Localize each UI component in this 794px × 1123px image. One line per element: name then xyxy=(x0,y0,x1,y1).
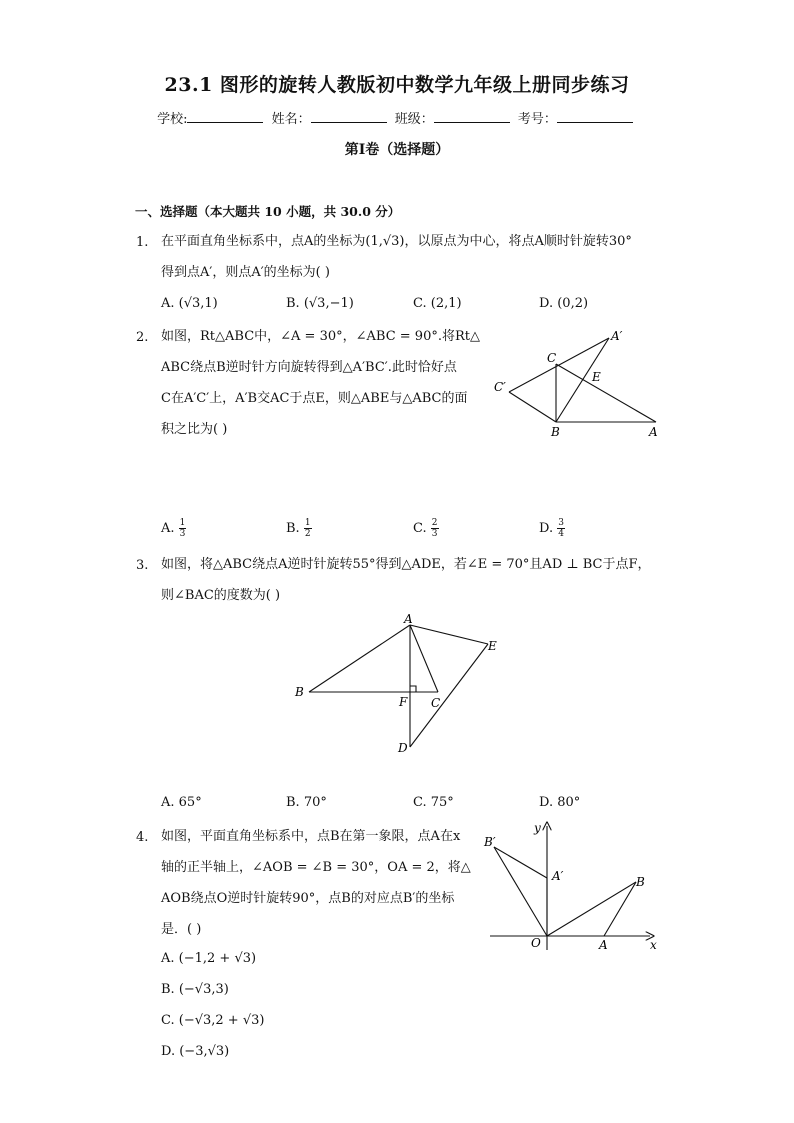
question-3-option-c: C. 75° xyxy=(413,795,454,810)
q4-label-o: O xyxy=(531,936,541,950)
q3-label-a: A xyxy=(404,612,413,626)
question-4-option-d: D. (−3,√3) xyxy=(161,1044,230,1059)
question-4-number: 4. xyxy=(136,830,149,845)
question-3-line-1: 如图，将△ABC绕点A逆时针旋转55°得到△ADE，若∠E = 70°且AD ⊥ BC于点F， xyxy=(161,557,651,572)
question-4-option-c: C. (−√3,2 + √3) xyxy=(161,1013,265,1028)
q4-label-x: x xyxy=(650,938,657,952)
q3-label-b: B xyxy=(295,685,304,699)
name-blank xyxy=(311,110,387,123)
question-4-option-b: B. (−√3,3) xyxy=(161,982,229,997)
q2-label-a-prime: A′ xyxy=(611,329,623,343)
question-2-option-d: D. $\frac{3}{4}$ xyxy=(539,518,564,539)
q2-label-c-prime: C′ xyxy=(494,380,506,394)
q2-label-a: A xyxy=(649,425,658,439)
question-2-option-d-fraction: $\frac{3}{4}$ xyxy=(558,518,564,539)
question-3-number: 3. xyxy=(136,558,149,573)
question-4-line-3: AOB绕点O逆时针旋转90°，点B的对应点B′的坐标 xyxy=(161,891,455,906)
page-title: 23.1 图形的旋转人教版初中数学九年级上册同步练习 xyxy=(164,74,630,96)
question-4-line-2: 轴的正半轴上，∠AOB = ∠B = 30°，OA = 2，将△ xyxy=(161,860,471,875)
question-4-option-a: A. (−1,2 + √3) xyxy=(161,951,257,966)
question-2-option-a-fraction: $\frac{1}{3}$ xyxy=(179,518,186,539)
q2-label-c: C xyxy=(547,351,557,365)
question-1-line-1: 在平面直角坐标系中，点A的坐标为(1,√3)，以原点为中心，将点A顺时针旋转30° xyxy=(161,234,632,249)
number-blank xyxy=(557,110,633,123)
class-blank xyxy=(434,110,510,123)
question-2-line-3: C在A′C′上，A′B交AC于点E，则△ABE与△ABC的面 xyxy=(161,391,468,406)
question-2-option-c-fraction: $\frac{2}{3}$ xyxy=(431,518,438,539)
question-3-option-b: B. 70° xyxy=(286,795,327,810)
question-4-text xyxy=(161,821,481,945)
question-1-option-c: C. (2,1) xyxy=(413,296,462,311)
q4-label-y: y xyxy=(534,821,541,835)
student-info-row xyxy=(0,108,794,127)
section-heading: 一、选择题（本大题共 10 小题，共 30.0 分） xyxy=(135,204,401,219)
question-3-figure xyxy=(290,612,505,757)
q4-label-b-prime: B′ xyxy=(484,835,496,849)
school-blank xyxy=(187,110,263,123)
question-1-number: 1. xyxy=(136,235,149,250)
question-3-option-d: D. 80° xyxy=(539,795,581,810)
q3-label-f: F xyxy=(399,695,408,709)
question-2-line-1: 如图，Rt△ABC中，∠A = 30°，∠ABC = 90°.将Rt△ xyxy=(161,329,480,344)
question-2-option-b-fraction: $\frac{1}{2}$ xyxy=(304,518,311,539)
q4-label-a-prime: A′ xyxy=(552,869,564,883)
q4-label-a: A xyxy=(599,938,608,952)
number-label: 考号： xyxy=(517,112,557,127)
question-2-line-4: 积之比为( ) xyxy=(161,422,228,437)
question-1-option-d: D. (0,2) xyxy=(539,296,589,311)
question-2-figure xyxy=(490,325,670,440)
question-4-line-4: 是．( ) xyxy=(161,922,202,937)
question-2-option-c: C. $\frac{2}{3}$ xyxy=(413,518,438,539)
question-2-line-2: ABC绕点B逆时针方向旋转得到△A′BC′.此时恰好点 xyxy=(161,360,457,375)
question-2-option-b: B. $\frac{1}{2}$ xyxy=(286,518,311,539)
question-1-option-b: B. (√3,−1) xyxy=(286,296,354,311)
school-label: 学校: xyxy=(157,112,188,127)
q4-label-b: B xyxy=(636,875,645,889)
question-2-text xyxy=(161,321,491,445)
question-4-figure xyxy=(480,820,665,955)
question-2-option-a: A. $\frac{1}{3}$ xyxy=(161,518,186,539)
volume-heading: 第Ⅰ卷（选择题） xyxy=(344,142,450,158)
question-3-line-2: 则∠BAC的度数为( ) xyxy=(161,588,281,603)
question-1-line-2: 得到点A′，则点A′的坐标为( ) xyxy=(161,265,330,280)
name-label: 姓名： xyxy=(271,112,311,127)
question-3-option-a: A. 65° xyxy=(161,795,202,810)
class-label: 班级： xyxy=(394,112,434,127)
question-4-line-1: 如图，平面直角坐标系中，点B在第一象限，点A在x xyxy=(161,829,461,844)
q2-label-b: B xyxy=(551,425,560,439)
question-3-text xyxy=(161,549,681,611)
question-1-option-a: A. (√3,1) xyxy=(161,296,218,311)
q3-label-e: E xyxy=(488,639,497,653)
question-1-text xyxy=(161,226,681,288)
q3-label-d: D xyxy=(398,741,408,755)
q3-label-c: C xyxy=(431,696,441,710)
question-2-number: 2. xyxy=(136,330,149,345)
q2-label-e: E xyxy=(592,370,601,384)
